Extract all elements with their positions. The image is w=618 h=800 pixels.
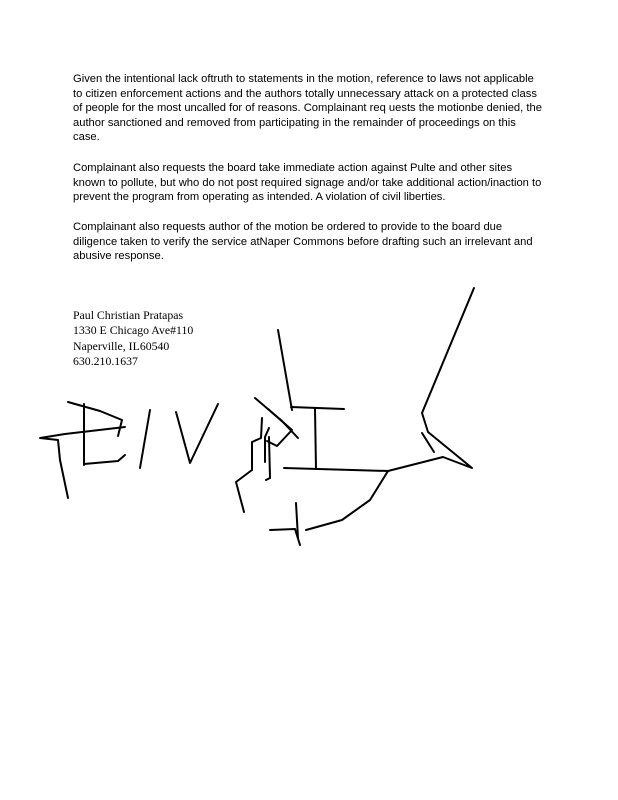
paragraph-motion-response: Given the intentional lack oftruth to statements in the motion, reference to laws not applicable to citizen enforcement actions and the authors totally unnecessary attack on a protected class of people for the most uncalled for of reasons. Complainant req uests the motionbe denied, the author sanctioned and removed from participating in the remainder of proceedings on this case. xyxy=(73,73,542,144)
signature-stroke xyxy=(40,427,125,498)
address-line-1: 1330 E Chicago Ave#110 xyxy=(73,323,194,338)
signature-stroke xyxy=(176,404,218,463)
paragraph-request-diligence: Complainant also requests author of the motion be ordered to provide to the board due diligence taken to verify the service atNaper Commons before drafting such an irrelevant and abusive response. xyxy=(73,221,533,263)
address-line-2: Naperville, IL60540 xyxy=(73,338,170,353)
signature-stroke xyxy=(270,529,300,545)
signature-stroke xyxy=(255,398,298,438)
signature-stroke xyxy=(68,402,122,436)
paragraph-request-action: Complainant also requests the board take immediate action against Pulte and other sites known to pollute, but who do not post required signage and/or take additional action/inaction to prevent the program from operating as intended. A violation of civil liberties. xyxy=(73,162,542,204)
signature-block xyxy=(73,308,193,370)
signature-stroke xyxy=(236,418,262,512)
signature-stroke xyxy=(422,433,434,452)
signature-stroke xyxy=(267,409,292,446)
signer-name: Paul Christian Pratapas xyxy=(73,308,184,322)
signature-stroke xyxy=(266,437,270,480)
phone-number: 630.210.1637 xyxy=(73,354,138,369)
signature-stroke xyxy=(291,407,344,409)
signature-stroke xyxy=(84,455,125,464)
signature-stroke xyxy=(284,288,474,471)
signature-stroke xyxy=(296,503,298,538)
signature-stroke xyxy=(278,330,292,410)
signature-stroke xyxy=(140,410,150,468)
signature-stroke xyxy=(315,409,316,469)
signature-stroke xyxy=(306,471,388,530)
signature-stroke xyxy=(265,428,269,462)
